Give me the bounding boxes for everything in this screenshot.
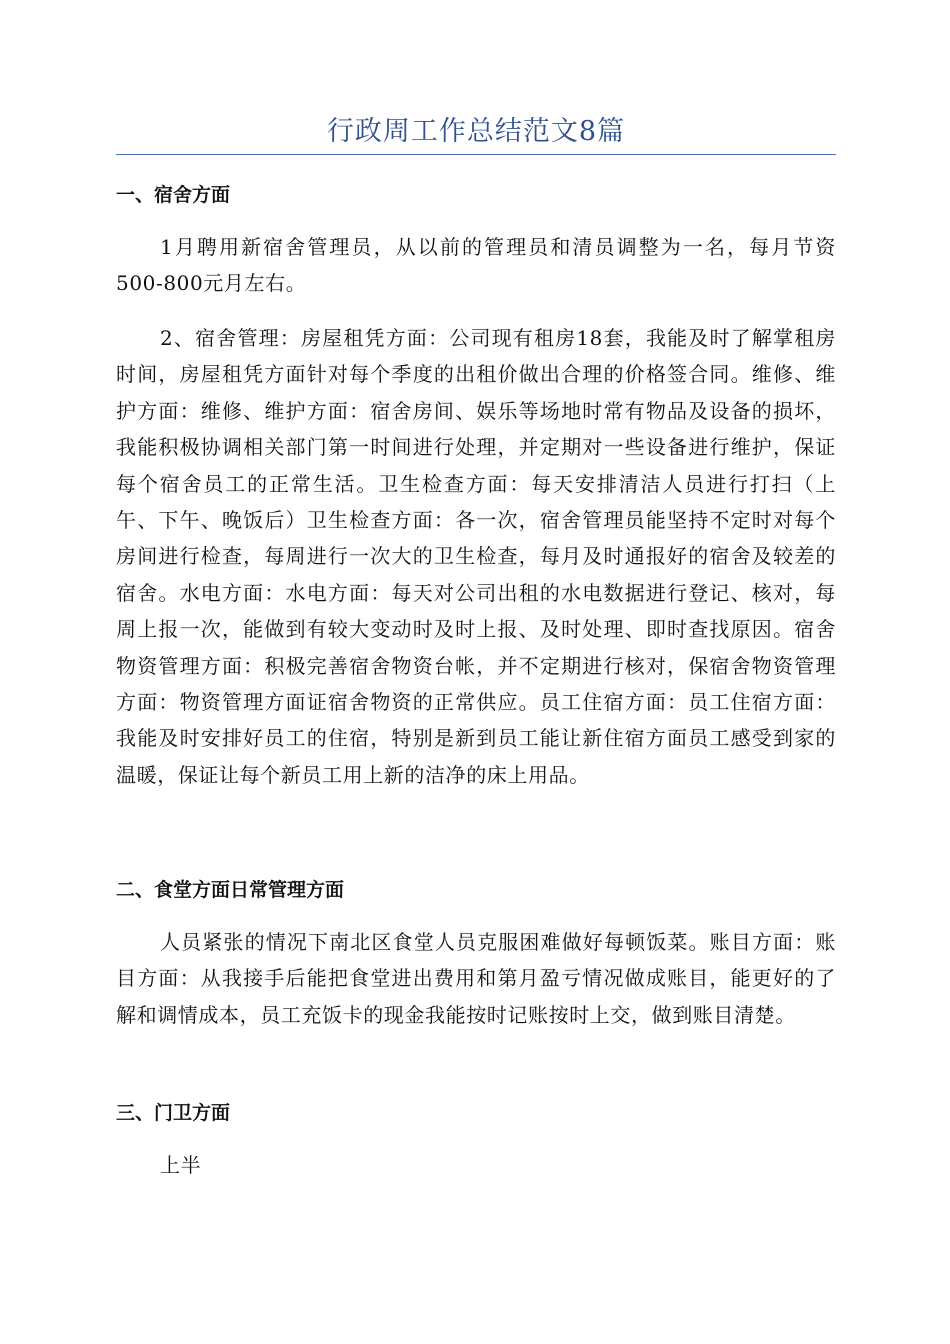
section-heading-dormitory: 一、宿舍方面 [116,184,231,206]
section-heading-canteen: 二、食堂方面日常管理方面 [116,879,345,901]
section-heading-guard: 三、门卫方面 [116,1102,231,1124]
paragraph-dormitory-management: 2、宿舍管理：房屋租凭方面：公司现有租房18套，我能及时了解掌租房时间，房屋租凭方面针对每个季度的出租价做出合理的价格签合同。维修、维护方面：维修、维护方面：宿舍房间、娱乐等场地时常有物品及设备的损坏，我能积极协调相关部门第一时间进行处理，并定期对一些设备进行维护，保证每个宿舍员工的正常生活。卫生检查方面：每天安排清洁人员进行打扫（上午、下午、晚饭后）卫生检查方面：各一次，宿舍管理员能坚持不定时对每个房间进行检查，每周进行一次大的卫生检查，每月及时通报好的宿舍及较差的宿舍。水电方面：水电方面：每天对公司出租的水电数据进行登记、核对，每周上报一次，能做到有较大变动时及时上报、及时处理、即时查找原因。宿舍物资管理方面：积极完善宿舍物资台帐，并不定期进行核对，保宿舍物资管理方面：物资管理方面证宿舍物资的正常供应。员工住宿方面：员工住宿方面：我能及时安排好员工的住宿，特别是新到员工能让新住宿方面员工感受到家的温暖，保证让每个新员工用上新的洁净的床上用品。 [116,326,836,787]
title-underline [116,154,836,155]
paragraph-guard-partial: 上半 [160,1153,202,1177]
paragraph-canteen-management: 人员紧张的情况下南北区食堂人员克服困难做好每顿饭菜。账目方面：账目方面：从我接手后能把食堂进出费用和第月盈亏情况做成账目，能更好的了解和调情成本，员工充饭卡的现金我能按时记账按时上交，做到账目清楚。 [116,930,836,1027]
paragraph-dormitory-staffing: 1月聘用新宿舍管理员，从以前的管理员和清员调整为一名，每月节资500-800元月左右。 [116,235,836,296]
document-title: 行政周工作总结范文8篇 [326,116,626,147]
